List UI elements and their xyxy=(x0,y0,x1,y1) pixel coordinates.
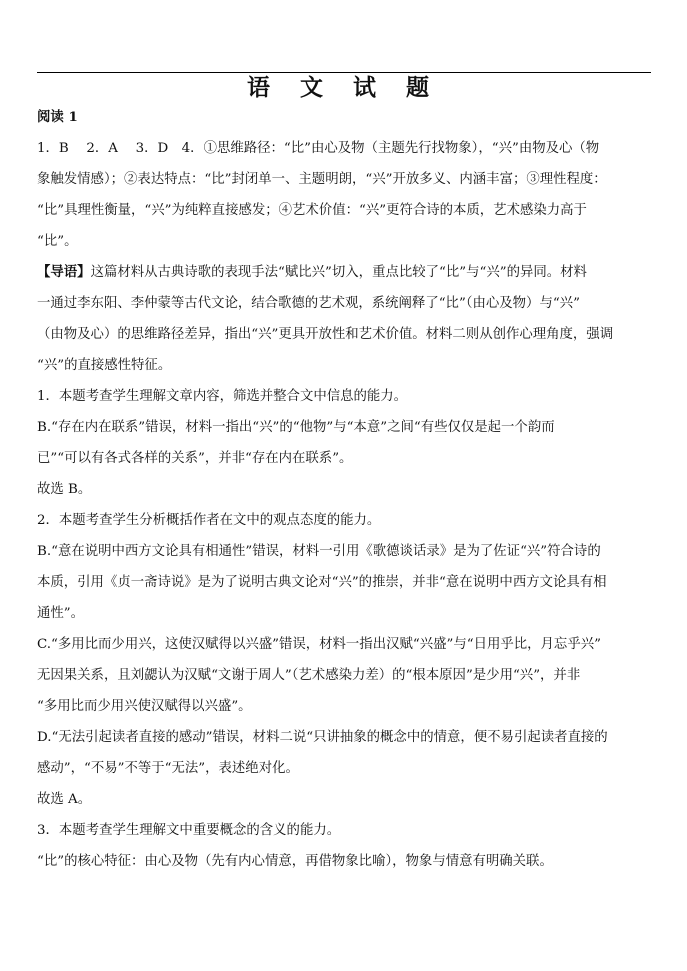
text-line: （由物及心）的思维路径差异，指出“兴”更具开放性和艺术价值。材料二则从创作心理角度，强调 xyxy=(37,327,614,342)
guide-line xyxy=(37,257,651,288)
text-line: 已”“可以有各式各样的关系”，并非“存在内在联系”。 xyxy=(37,451,353,466)
text-line: 1．本题考查学生理解文章内容，筛选并整合文中信息的能力。 xyxy=(37,389,408,404)
document-body xyxy=(37,102,651,877)
text-line: “比”具理性衡量，“兴”为纯粹直接感发；④艺术价值：“兴”更符合诗的本质，艺术感染力高于 xyxy=(37,203,587,218)
text-line: D.“无法引起读者直接的感动”错误，材料二说“只讲抽象的概念中的情意，便不易引起读者直接的 xyxy=(37,730,608,745)
text-line: “多用比而少用兴使汉赋得以兴盛”。 xyxy=(37,699,252,714)
text-line: “兴”的直接感性特征。 xyxy=(37,358,172,373)
text-line: B.“存在内在联系”错误，材料一指出“兴”的“他物”与“本意”之间“有些仅仅是起一个韵而 xyxy=(37,420,555,435)
text-line: 一通过李东阳、李仲蒙等古代文论，结合歌德的艺术观，系统阐释了“比”（由心及物）与“兴” xyxy=(37,296,580,311)
text-line: “比”的核心特征：由心及物（先有内心情意，再借物象比喻），物象与情意有明确关联。 xyxy=(37,854,553,869)
text-line: 故选 A。 xyxy=(37,792,92,807)
text-line: 本质，引用《贞一斋诗说》是为了说明古典文论对“兴”的推崇，并非“意在说明中西方文论具有相 xyxy=(37,575,607,590)
guide-text: 这篇材料从古典诗歌的表现手法“赋比兴”切入，重点比较了“比”与“兴”的异同。材料 xyxy=(90,265,587,280)
text-line: 无因果关系，且刘勰认为汉赋“文谢于周人”（艺术感染力差）的“根本原因”是少用“兴”，并非 xyxy=(37,668,581,683)
guide-label: 【导语】 xyxy=(37,264,91,280)
text-line: 感动”，“不易”不等于“无法”，表述绝对化。 xyxy=(37,761,299,776)
text-line: 象触发情感）；②表达特点：“比”封闭单一、主题明朗，“兴”开放多义、内涵丰富；③理性程度： xyxy=(37,172,607,187)
text-line: 通性”。 xyxy=(37,606,85,621)
section-heading: 阅读 1 xyxy=(37,109,78,125)
text-line: B.“意在说明中西方文论具有相通性”错误，材料一引用《歌德谈话录》是为了佐证“兴”符合诗的 xyxy=(37,544,601,559)
page-title: 语 文 试 题 xyxy=(246,74,441,101)
text-line: 故选 B。 xyxy=(37,482,92,497)
header-rule xyxy=(37,72,651,73)
text-line: 3．本题考查学生理解文中重要概念的含义的能力。 xyxy=(37,823,341,838)
text-line: 2．本题考查学生分析概括作者在文中的观点态度的能力。 xyxy=(37,513,381,528)
text-line: C.“多用比而少用兴，这使汉赋得以兴盛”错误，材料一指出汉赋“兴盛”与“日用乎比，月忘乎兴” xyxy=(37,637,601,652)
text-line: “比”。 xyxy=(37,234,78,249)
text-line: 1．B 2．A 3．D 4．①思维路径：“比”由心及物（主题先行找物象），“兴”由物及心（物 xyxy=(37,141,600,156)
